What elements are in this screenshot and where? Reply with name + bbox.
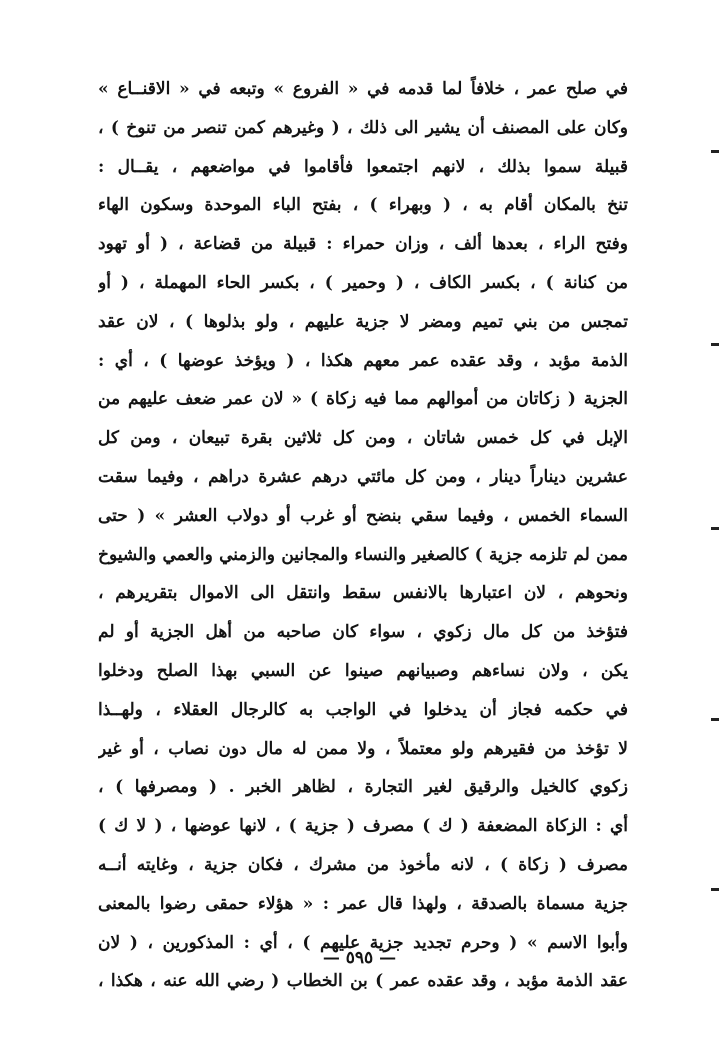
body-text — [98, 70, 628, 1001]
text-line: السماء الخمس ، وفيما سقي بنضح أو غرب أو دولاب العشر » ( حتى — [98, 505, 628, 526]
text-line: تمجس من بني تميم ومضر لا جزية عليهم ، ولو بذلوها ) ، لان عقد — [98, 311, 628, 332]
scan-edge-mark — [711, 343, 719, 346]
text-line: زكوي كالخيل والرقيق لغير التجارة ، لظاهر الخبر . ( ومصرفها ) ، — [98, 777, 628, 798]
text-line: تنخ بالمكان أقام به ، ( وبهراء ) ، بفتح الباء الموحدة وسكون الهاء — [98, 195, 628, 216]
text-line: فتؤخذ من كل مال زكوي ، سواء كان صاحبه من أهل الجزية أو لم — [98, 622, 628, 643]
text-line: عشرين ديناراً دينار ، ومن كل مائتي درهم عشرة دراهم ، وفيما سقت — [98, 466, 628, 487]
text-line: وكان على المصنف أن يشير الى ذلك ، ( وغيرهم كمن تنصر من تنوخ ) ، — [98, 117, 628, 138]
page-number: — ٥٩٥ — — [322, 948, 397, 968]
scan-edge-mark — [711, 527, 719, 530]
text-line: وفتح الراء ، بعدها ألف ، وزان حمراء : قبيلة من قضاعة ، ( أو تهود — [98, 234, 628, 255]
text-line: الإبل في كل خمس شاتان ، ومن كل ثلاثين بقرة تبيعان ، ومن كل — [98, 428, 628, 449]
text-line: يكن ، ولان نساءهم وصبيانهم صينوا عن السبي بهذا الصلح ودخلوا — [98, 660, 628, 681]
text-line: أي : الزكاة المضعفة ( ك ) مصرف ( جزية ) ، لانها عوضها ، ( لا ك ) — [98, 816, 628, 837]
text-line: جزية مسماة بالصدقة ، ولهذا قال عمر : « هؤلاء حمقى رضوا بالمعنى — [98, 893, 628, 914]
text-line: ممن لم تلزمه جزية ) كالصغير والنساء والمجانين والزمني والعمي والشيوخ — [98, 544, 628, 565]
text-line: من كنانة ) ، بكسر الكاف ، ( وحمير ) ، بكسر الحاء المهملة ، ( أو — [98, 272, 628, 293]
text-line: مصرف ( زكاة ) ، لانه مأخوذ من مشرك ، فكان جزية ، وغايته أنــه — [98, 854, 628, 875]
text-line: في حكمه فجاز أن يدخلوا في الواجب به كالرجال العقلاء ، ولهــذا — [98, 699, 628, 720]
scan-edge-mark — [711, 718, 719, 721]
text-line: قبيلة سموا بذلك ، لانهم اجتمعوا فأقاموا في مواضعهم ، يقــال : — [98, 156, 628, 177]
scan-edge-mark — [711, 888, 719, 891]
text-line: ونحوهم ، لان اعتبارها بالانفس سقط وانتقل الى الاموال بتقريرهم ، — [98, 583, 628, 604]
text-line: في صلح عمر ، خلافاً لما قدمه في « الفروع » وتبعه في « الاقنــاع » — [98, 79, 628, 99]
text-line: الجزية ( زكاتان من أموالهم مما فيه زكاة ) « لان عمر ضعف عليهم من — [98, 389, 628, 410]
text-line: عقد الذمة مؤبد ، وقد عقده عمر ) بن الخطاب ( رضي الله عنه ، هكذا ، — [98, 971, 628, 992]
text-line: الذمة مؤبد ، وقد عقده عمر معهم هكذا ، ( ويؤخذ عوضها ) ، أي : — [98, 350, 628, 371]
scan-edge-mark — [711, 150, 719, 153]
text-line: وأبوا الاسم » ( وحرم تجديد جزية عليهم ) ، أي : المذكورين ، ( لان — [98, 932, 628, 953]
text-line: لا تؤخذ من فقيرهم ولو معتملاً ، ولا ممن له مال دون نصاب ، أو غير — [98, 738, 628, 759]
